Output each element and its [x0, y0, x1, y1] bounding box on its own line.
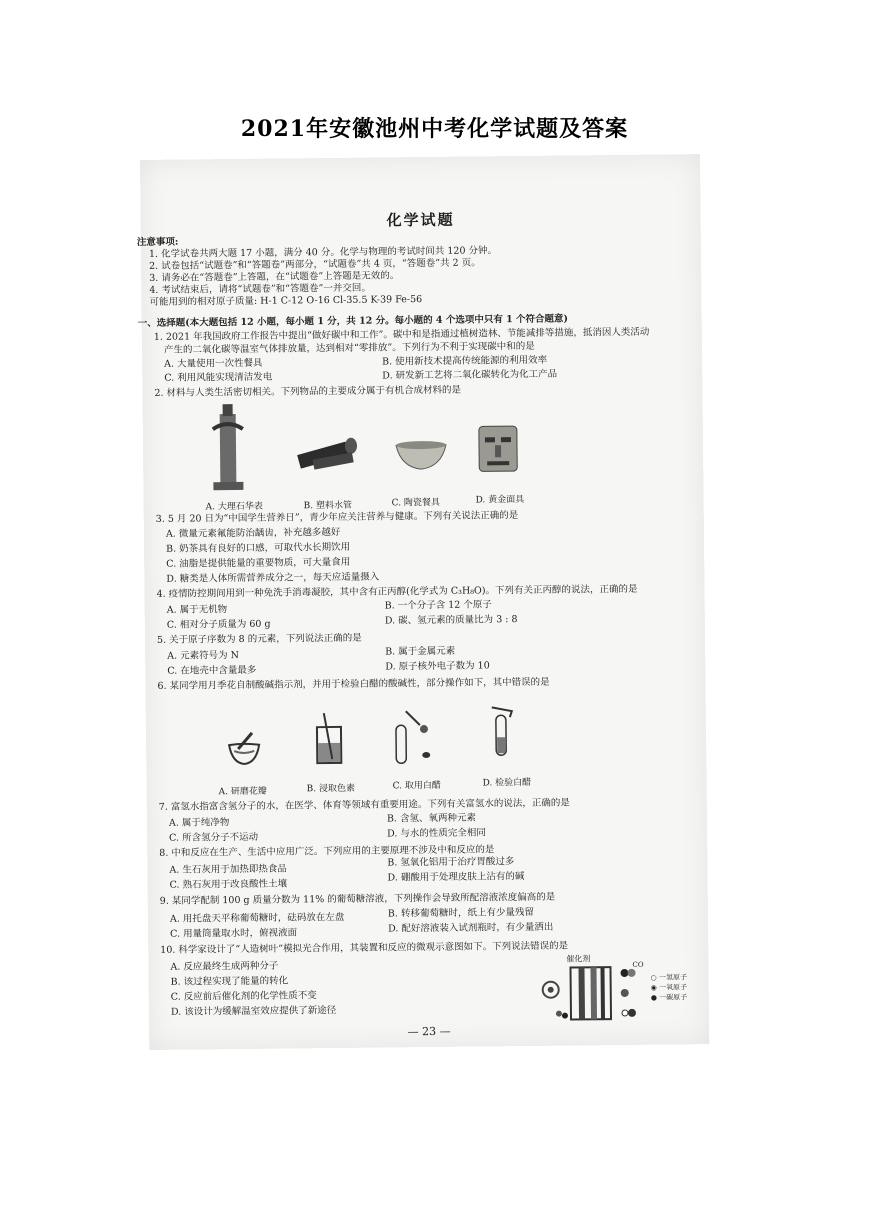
option-caption: D. 检验白醋 [482, 777, 532, 789]
question-stem: 6. 某同学用月季花自制酸碱指示剂，并用于检验白醋的酸碱性，部分操作如下，其中错误的是 [157, 676, 550, 692]
option: A. 微量元素氟能防治龋齿，补充越多越好 [165, 526, 341, 540]
note-item: 1. 化学试卷共两大题 17 小题，满分 40 分。化学与物理的考试时间共 120 分钟。 [148, 245, 498, 260]
exam-title: 化学试题 [386, 210, 455, 230]
option: B. 含氢、氧两种元素 [386, 812, 476, 825]
catalyst-label: 催化剂 [566, 954, 591, 964]
question-stem: 7. 富氢水指富含氢分子的水，在医学、体育等领域有重要用途。下列有关富氢水的说法，正确的是 [158, 797, 570, 813]
question-stem: 2. 材料与人类生活密切相关。下列物品的主要成分属于有机合成材料的是 [154, 384, 462, 399]
document-title: 2021年安徽池州中考化学试题及答案 [240, 116, 629, 142]
option: B. 奶茶具有良好的口感，可取代水长期饮用 [166, 541, 351, 555]
option: A. 大量使用一次性餐具 [164, 357, 263, 370]
option: D. 碳、氢元素的质量比为 3 : 8 [384, 614, 518, 627]
option: A. 生石灰用于加热即热食品 [169, 863, 287, 876]
page-number: — 23 — [407, 1024, 451, 1039]
note-item: 3. 请务必在“答题卷”上答题，在“试题卷”上答题是无效的。 [149, 270, 400, 284]
option: C. 反应前后催化剂的化学性质不变 [170, 990, 317, 1003]
plastic-pipe-image [293, 428, 364, 479]
option-caption: D. 黄金面具 [475, 494, 525, 506]
option: B. 氢氧化铝用于治疗胃酸过多 [387, 856, 515, 869]
option: B. 转移葡萄糖时，纸上有少量残留 [387, 906, 534, 920]
option-caption: B. 塑料水管 [303, 500, 353, 512]
question-stem: 10. 科学家设计了“人造树叶”模拟光合作用，其装置和反应的微观示意图如下。下列说法错误的是 [160, 940, 569, 956]
option-caption: B. 浸取色素 [306, 783, 355, 795]
note-item: 4. 考试结束后，请将“试题卷”和“答题卷”一并交回。 [149, 282, 371, 296]
marble-pillar-image [203, 404, 254, 495]
option: C. 熟石灰用于改良酸性土壤 [169, 878, 288, 891]
option: A. 属于无机物 [166, 604, 228, 616]
option: C. 在地壳中含量最多 [167, 664, 257, 677]
test-tube-check-image [482, 701, 523, 761]
option: D. 原子核外电子数为 10 [385, 660, 490, 673]
co-label: CO [632, 960, 644, 969]
option: B. 属于金属元素 [385, 645, 456, 658]
option: D. 配好溶液装入试剂瓶时，有少量洒出 [388, 921, 554, 935]
option-caption: A. 大理石华表 [205, 501, 263, 513]
option: C. 相对分子质量为 60 g [166, 618, 271, 631]
option: A. 元素符号为 N [167, 649, 239, 662]
dropper-test-tube-image [388, 707, 439, 768]
option: B. 一个分子含 12 个原子 [384, 599, 492, 612]
option: D. 该设计为缓解温室效应提供了新途径 [170, 1004, 337, 1018]
notes-heading: 注意事项: [136, 236, 179, 249]
note-item: 2. 试卷包括“试题卷”和“答题卷”两部分，“试题卷”共 4 页，“答题卷”共 2 页。 [149, 257, 481, 272]
option: A. 用托盘天平称葡萄糖时，砝码放在左盘 [169, 911, 345, 925]
option-caption: A. 研磨花瓣 [218, 786, 267, 798]
legend-carbon: ● 一碳原子 [650, 993, 688, 1002]
option: D. 与水的性质完全相同 [387, 827, 486, 840]
option-caption: C. 陶瓷餐具 [391, 497, 440, 509]
question-stem: 5. 关于原子序数为 8 的元素，下列说法正确的是 [156, 632, 362, 646]
option: A. 反应最终生成两种分子 [170, 960, 279, 973]
option: C. 所含氢分子不运动 [169, 831, 259, 844]
note-item: 可能用到的相对原子质量: H-1 C-12 O-16 Cl-35.5 K-39 Fe-56 [149, 294, 423, 308]
scanned-exam-page [136, 154, 709, 1050]
question-stem: 产生的二氧化碳等温室气体排放量，达到相对“零排放”。下列行为不利于实现碳中和的是 [163, 340, 535, 356]
option: C. 油脂是提供能量的重要物质，可大量食用 [166, 556, 351, 570]
option: D. 糖类是人体所需营养成分之一，每天应适量摄入 [166, 571, 380, 585]
mortar-pestle-image [224, 729, 264, 769]
legend-oxygen: ◉ 一氧原子 [650, 983, 688, 992]
option: B. 该过程实现了能量的转化 [170, 975, 289, 988]
option: D. 硼酸用于处理皮肤上沾有的碱 [387, 871, 525, 884]
legend-hydrogen: ○ 一氢原子 [650, 973, 687, 982]
ceramic-bowl-image [391, 437, 451, 473]
option: C. 用量筒量取水时，俯视液面 [170, 927, 298, 940]
option: D. 研发新工艺将二氧化碳转化为化工产品 [382, 368, 558, 382]
leaf-device-graphic [538, 960, 649, 1024]
option-caption: C. 取用白醋 [392, 780, 441, 792]
option: A. 属于纯净物 [168, 817, 230, 829]
beaker-stirring-image [314, 713, 345, 768]
question-stem: 8. 中和反应在生产、生活中应用广泛。下列应用的主要原理不涉及中和反应的是 [159, 844, 495, 859]
question-stem: 4. 疫情防控期间用到一种免洗手消毒凝胶，其中含有正丙醇(化学式为 C₃H₈O)。下列有关正丙醇的说法，正确的是 [156, 583, 638, 600]
artificial-leaf-diagram [538, 954, 699, 1026]
section-heading: 一、选择题(本大题包括 12 小题，每小题 1 分，共 12 分。每小题的 4 个选项中只有 1 个符合题意) [137, 313, 569, 330]
question-stem: 3. 5 月 20 日为“中国学生营养日”，青少年应关注营养与健康。下列有关说法正确的是 [155, 510, 519, 525]
option: B. 使用新技术提高传统能源的利用效率 [382, 354, 548, 368]
gold-mask-image [473, 421, 524, 477]
question-stem: 1. 2021 年我国政府工作报告中提出“做好碳中和工作”。碳中和是指通过植树造林、节能减排等措施，抵消因人类活动 [153, 326, 650, 343]
option: C. 利用风能实现清洁发电 [164, 371, 273, 384]
question-stem: 9. 某同学配制 100 g 质量分数为 11% 的葡萄糖溶液，下列操作会导致所配溶液浓度偏高的是 [159, 891, 556, 907]
